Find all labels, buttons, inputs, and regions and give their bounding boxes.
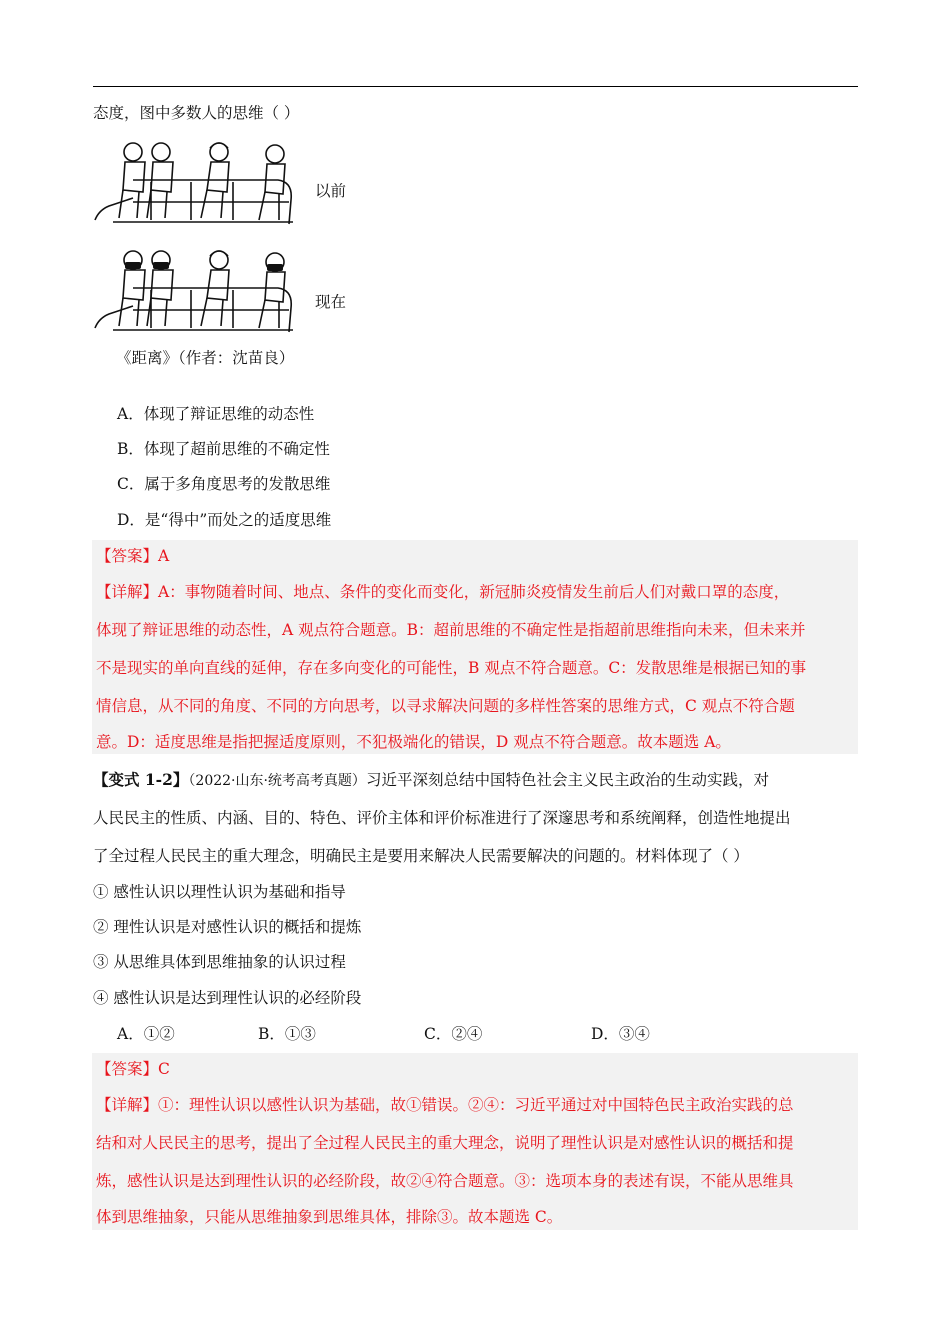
- question-source: （2022·山东·统考高考真题）: [188, 773, 366, 789]
- choice-c: C．②④: [424, 1025, 483, 1043]
- label-now: 现在: [315, 293, 347, 311]
- cartoon-now-image: [93, 248, 303, 344]
- statement-4: ④ 感性认识是达到理性认识的必经阶段: [93, 989, 362, 1007]
- answer-label: 【答案】C: [96, 1060, 170, 1078]
- option-c: C．属于多角度思考的发散思维: [117, 475, 331, 493]
- detail-line: 【详解】①：理性认识以感性认识为基础，故①错误。②④：习近平通过对中国特色民主政治实践的总: [96, 1096, 794, 1114]
- detail-line: 情信息，从不同的角度、不同的方向思考，以寻求解决问题的多样性答案的思维方式，C 观点不符合题: [96, 697, 795, 715]
- detail-line: 【详解】A：事物随着时间、地点、条件的变化而变化，新冠肺炎疫情发生前后人们对戴口罩的态度，: [96, 583, 790, 601]
- cartoon-before-image: [93, 140, 303, 236]
- answer-label: 【答案】A: [96, 547, 170, 565]
- choice-a: A．①②: [117, 1025, 175, 1043]
- detail-line: 意。D：适度思维是指把握适度原则，不犯极端化的错误，D 观点不符合题意。故本题选 A。: [96, 733, 731, 751]
- answer-box-q1: [92, 540, 858, 754]
- choice-b: B．①③: [258, 1025, 316, 1043]
- detail-line: 结和对人民民主的思考，提出了全过程人民民主的重大理念，说明了理性认识是对感性认识的概括和提: [96, 1134, 794, 1152]
- option-d: D．是“得中”而处之的适度思维: [117, 511, 332, 529]
- statement-1: ① 感性认识以理性认识为基础和指导: [93, 883, 346, 901]
- question-stem-line: 习近平深刻总结中国特色社会主义民主政治的生动实践，对: [365, 771, 769, 789]
- question-2-first-line: [93, 770, 769, 791]
- choice-d: D．③④: [591, 1025, 650, 1043]
- label-before: 以前: [315, 182, 347, 200]
- option-a: A．体现了辩证思维的动态性: [117, 405, 315, 423]
- statement-2: ② 理性认识是对感性认识的概括和提炼: [93, 918, 362, 936]
- question-stem-tail: 态度，图中多数人的思维（ ）: [93, 104, 300, 122]
- statement-3: ③ 从思维具体到思维抽象的认识过程: [93, 953, 346, 971]
- detail-line: 不是现实的单向直线的延伸，存在多向变化的可能性，B 观点不符合题意。C：发散思维是根据已知的事: [96, 659, 807, 677]
- detail-line: 体到思维抽象，只能从思维抽象到思维具体，排除③。故本题选 C。: [96, 1208, 563, 1226]
- header-rule: [93, 86, 858, 87]
- option-b: B．体现了超前思维的不确定性: [117, 440, 330, 458]
- illustration-caption: 《距离》（作者：沈苗良）: [116, 349, 295, 367]
- question-stem-line: 人民民主的性质、内涵、目的、特色、评价主体和评价标准进行了深邃思考和系统阐释，创造性地提出: [93, 809, 791, 827]
- answer-box-q2: [92, 1053, 858, 1230]
- question-stem-line: 了全过程人民民主的重大理念，明确民主是要用来解决人民需要解决的问题的。材料体现了（ ）: [93, 847, 749, 865]
- detail-line: 体现了辩证思维的动态性，A 观点符合题意。B：超前思维的不确定性是指超前思维指向未来，但未来并: [96, 621, 806, 639]
- variant-tag: 【变式 1-2】: [93, 770, 189, 789]
- detail-line: 炼，感性认识是达到理性认识的必经阶段，故②④符合题意。③：选项本身的表述有误，不能从思维具: [96, 1172, 794, 1190]
